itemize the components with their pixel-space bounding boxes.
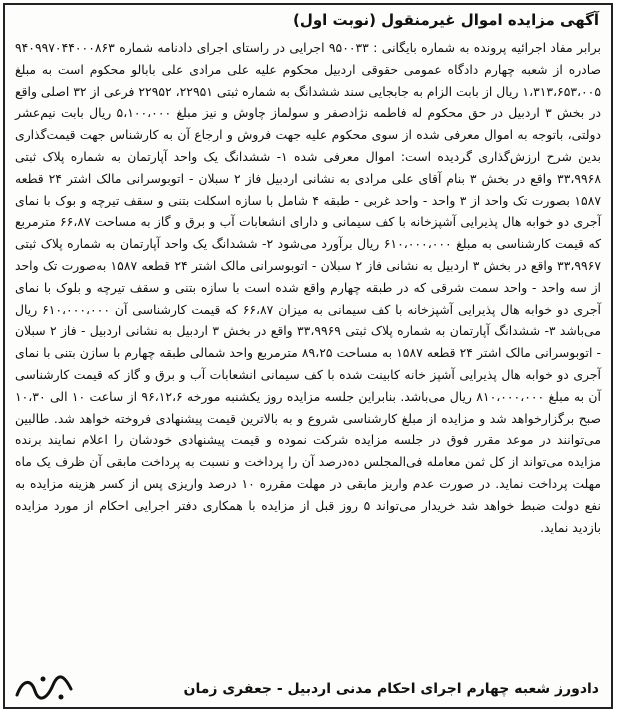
notice-title: آگهی مزایده اموال غیرمنقول (نوبت اول) — [292, 11, 599, 29]
notice-body: برابر مفاد اجرائیه پرونده به شماره بایگانی : ۹۵۰۰۳۳ اجرایی در راستای اجرای دادنامه شماره ۹۴۰۹۹۷۰۴۴۰۰۰۸۶۳ صادره از شعبه چهارم دادگاه عمومی حقوقی اردبیل محکوم علیه علی مرادی علی بابالو محکوم است به مبلغ ۱،۳۱۳،۶۵۳،۰۰۵ ریال از بابت الزام به جابجایی سند ششدانگ به شماره ثبتی ۲۲۹۵۱، ۲۲۹۵۲ فرعی از ۳۲ اصلی واقع در بخش ۳ اردبیل در حق محکوم له فاطمه نژادصفر و سولماز چاوش و نیز مبلغ ۵،۱۰۰،۰۰۰ ریال بابت نیم‌عشر دولتی، باتوجه به اموال معرفی شده از سوی محکوم علیه جهت فروش و ارجاع آن به کارشناس جهت قیمت‌گذاری بدین شرح ارزش‌گذاری گردیده است: اموال معرفی شده ۱- ششدانگ یک واحد آپارتمان به شماره پلاک ثبتی ۳۳،۹۹۶۸ واقع در بخش ۳ بنام آقای علی مرادی به نشانی اردبیل فاز ۲ سبلان - اتوبوسرانی مالک اشتر ۲۴ قطعه ۱۵۸۷ بصورت تک واحد از ۳ واحد - واحد غربی - طبقه ۴ شامل با سازه اسکلت بتنی و سقف تیرچه و بوک با نمای آجری دو خوابه هال پذیرایی آشپزخانه با کف سیمانی و دارای انشعابات آب و برق و گاز به مساحت ۶۶،۸۷ مترمربع که قیمت کارشناسی به مبلغ ۶۱۰،۰۰۰،۰۰۰ ریال برآورد می‌شود ۲- ششدانگ یک واحد آپارتمان به شماره پلاک ثبتی ۳۳،۹۹۶۷ واقع در بخش ۳ اردبیل به نشانی فاز ۲ سبلان - اتوبوسرانی مالک اشتر ۲۴ قطعه ۱۵۸۷ به‌صورت تک واحد از سه واحد - واحد سمت شرقی که در طبقه چهارم واقع شده است با سازه بتنی و سقف تیرچه و بلوک با نمای آجری دو خوابه هال پذیرایی آشپزخانه با کف سیمانی به میزان ۶۶،۸۷ که قیمت کارشناسی آن ۶۱۰،۰۰۰،۰۰۰ ریال می‌باشد ۳- ششدانگ آپارتمان به شماره پلاک ثبتی ۳۳،۹۹۶۹ واقع در بخش ۳ اردبیل به نشانی اردبیل - فاز ۲ سبلان - اتوبوسرانی مالک اشتر ۲۴ قطعه ۱۵۸۷ به مساحت ۸۹،۲۵ مترمربع واحد شمالی طبقه چهارم با سازن بتنی با نمای آجری دو خوابه هال پذیرایی آشپز خانه کابینت شده با کف سیمانی انشعابات آب و برق و گاز که قیمت کارشناسی آن به مبلغ ۸۱۰،۰۰۰،۰۰۰ ریال می‌باشد. بنابراین جلسه مزایده روز یکشنبه مورخه ۹۶،۱۲،۶ از ساعت ۱۰ الی ۱۰،۳۰ صبح برگزارخواهد شد و مزایده از مبلغ کارشناسی شروع و به بالاترین قیمت پیشنهادی فروخته خواهد شد. طالبین می‌توانند در موعد مقرر فوق در جلسه مزایده شرکت نموده و قیمت پیشنهادی خودشان را اعلام نمایند برنده مزایده می‌تواند از کل ثمن معامله فی‌المجلس ده‌درصد آن را پرداخت و نسبت به پرداخت مابقی آن ظرف یک ماه مهلت پرداخت نماید. در صورت عدم واریز مابقی در مهلت مقرره ۱۰ درصد واریزی پس از کسر هزینه مزایده به نفع دولت ضبط خواهد شد خریدار می‌تواند ۵ روز قبل از مزایده با همکاری دفتر اجرایی احکام از مورد مزایده بازدید نماید. — [15, 40, 602, 535]
publisher-logo-icon — [13, 671, 83, 703]
notice-signature: دادورز شعبه چهارم اجرای احکام مدنی اردبیل - جعفری زمان — [183, 681, 599, 697]
notice-frame — [3, 3, 613, 709]
